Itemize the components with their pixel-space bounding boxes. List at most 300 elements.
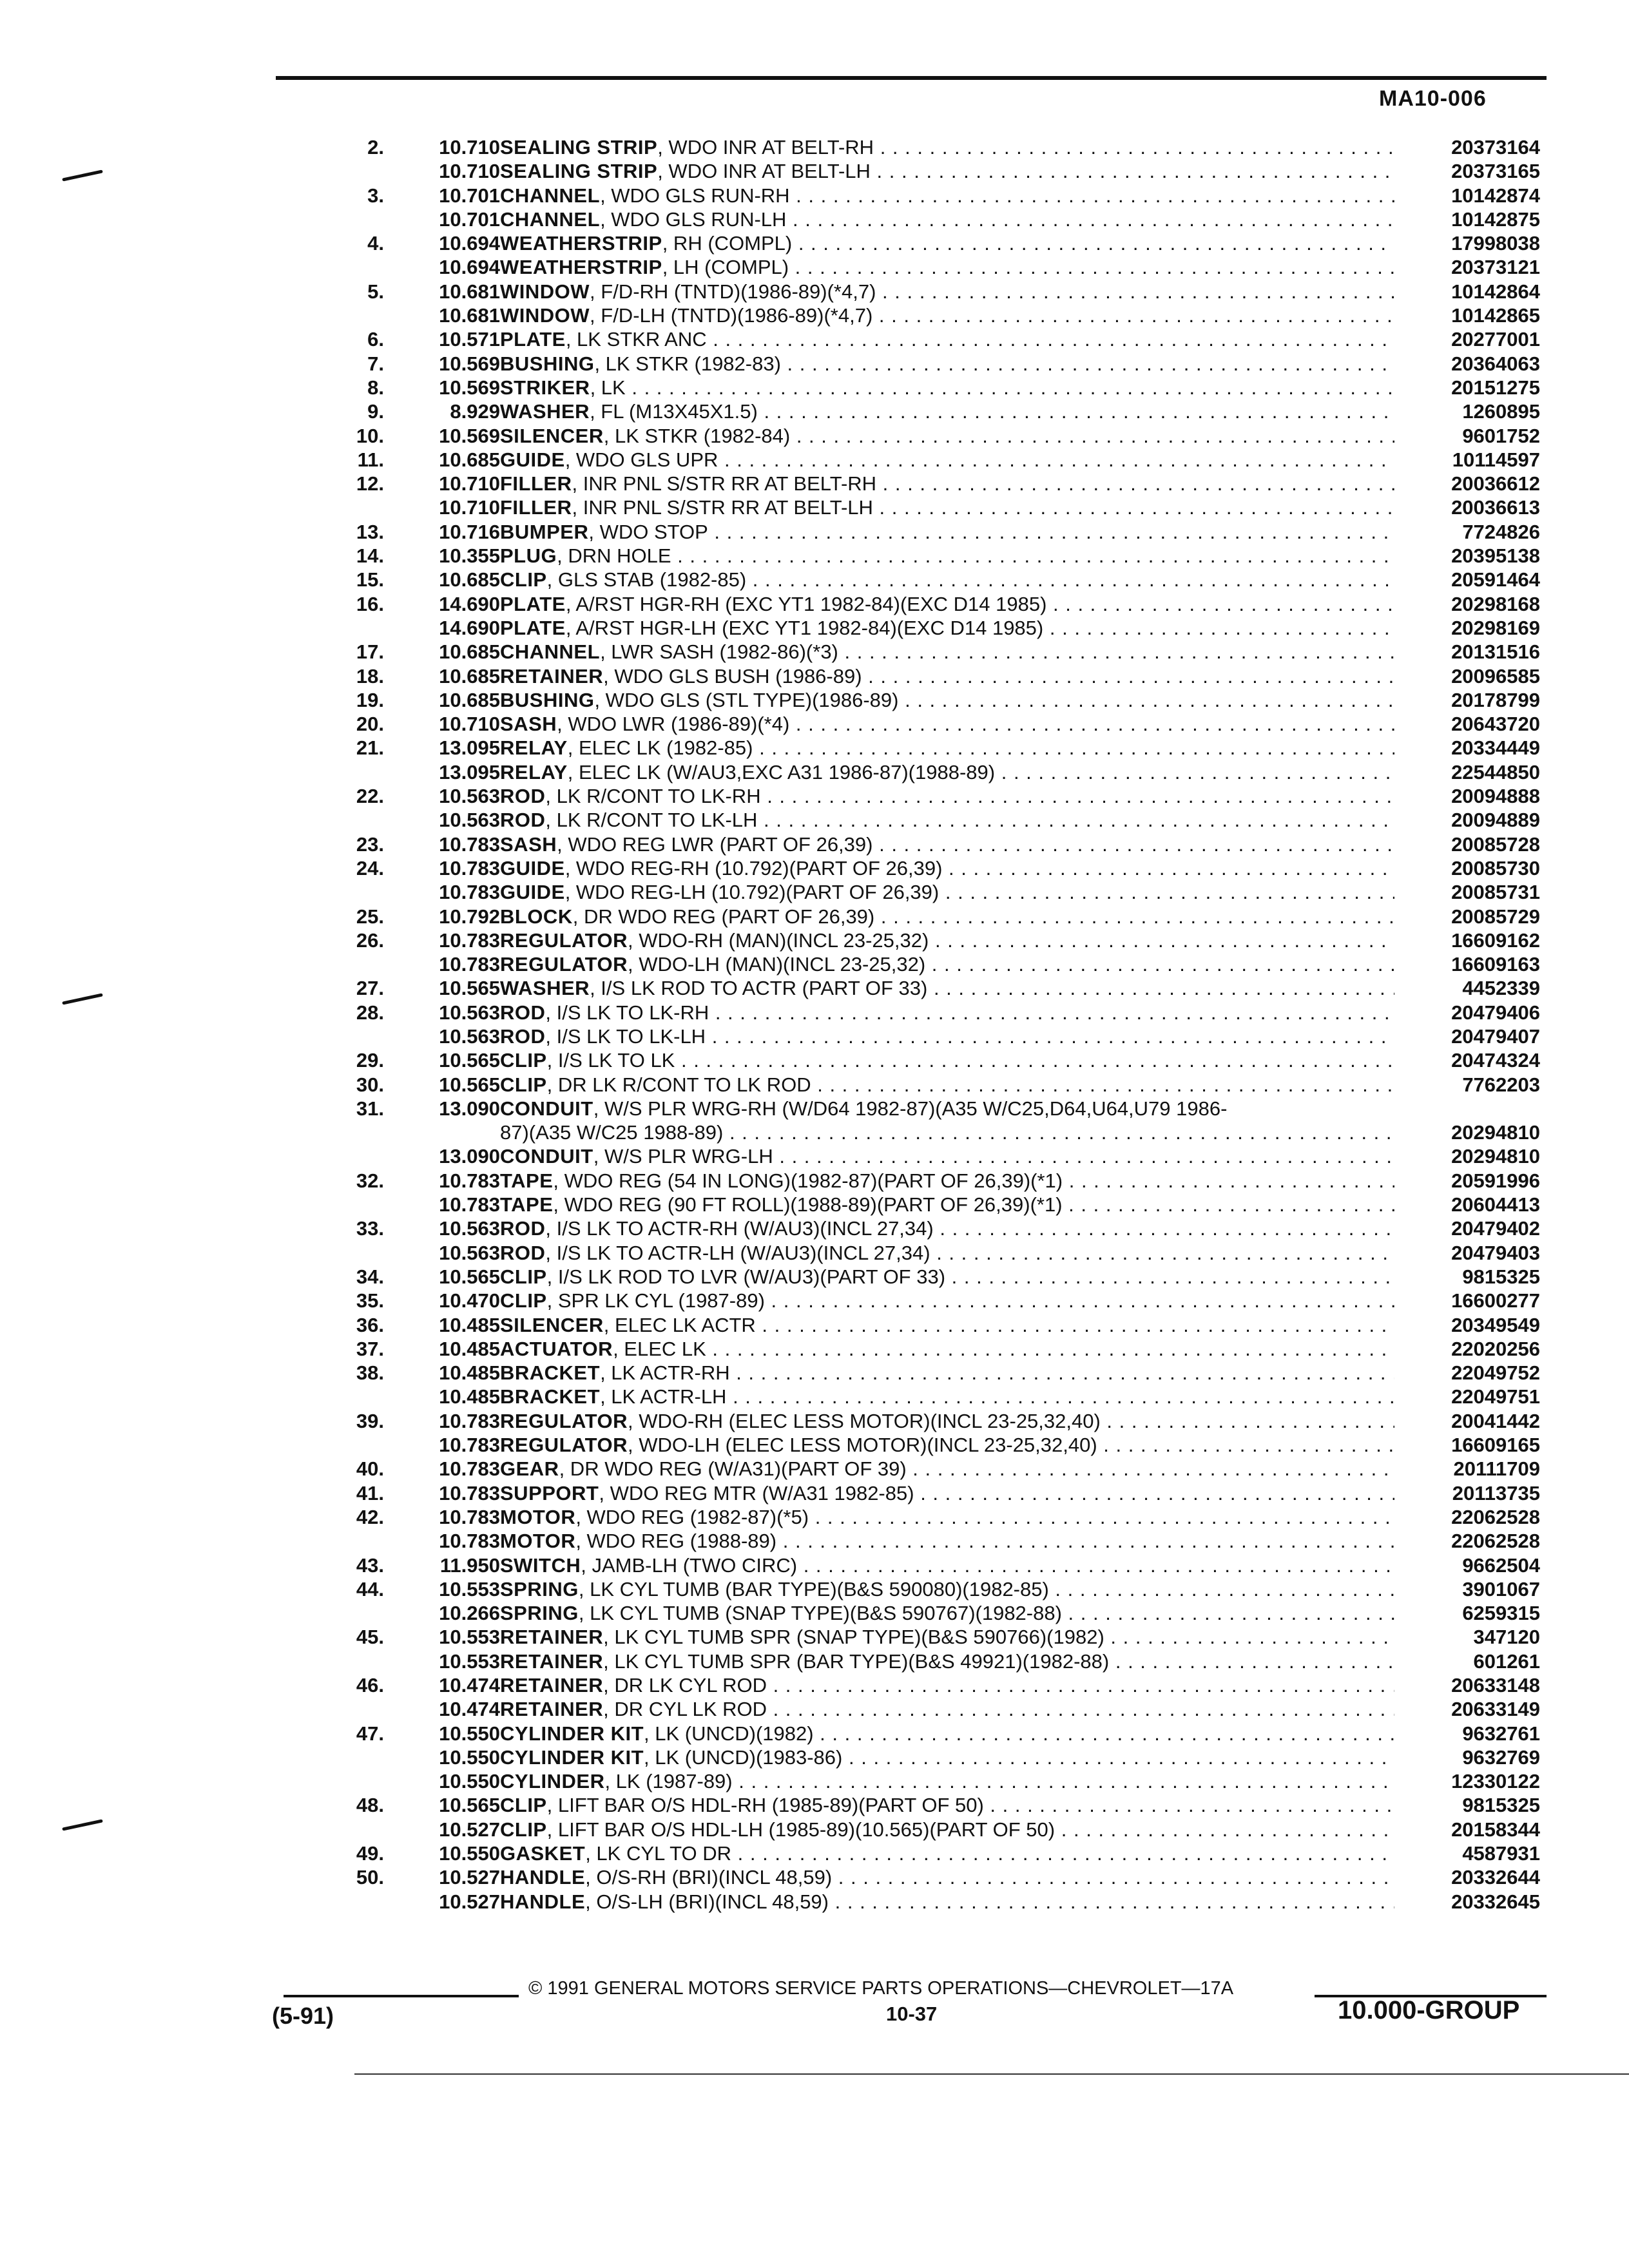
part-detail: , LK (1987-89) <box>604 1770 733 1793</box>
group-label: 10.000-GROUP <box>1338 1996 1520 2024</box>
part-name: ROD <box>500 1024 546 1048</box>
part-name: CLIP <box>500 1794 547 1817</box>
part-detail: , I/S LK TO ACTR-LH (W/AU3)(INCL 27,34) <box>545 1241 930 1264</box>
part-number: 20591996 <box>1451 1169 1540 1192</box>
part-number: 20178799 <box>1451 688 1540 711</box>
part-number: 20158344 <box>1451 1818 1540 1841</box>
part-name: ROD <box>500 1001 546 1024</box>
group-number: 10.783 <box>439 1457 500 1481</box>
part-name: PLATE <box>500 616 566 639</box>
item-number: 16. <box>356 592 384 615</box>
group-number: 10.474 <box>439 1674 500 1696</box>
part-row <box>322 1193 1540 1216</box>
part-description <box>500 352 1394 376</box>
group-number: 10.527 <box>439 1866 500 1889</box>
item-number: 9. <box>367 400 384 423</box>
part-number: 20373165 <box>1451 160 1540 183</box>
group-number: 13.095 <box>439 736 500 760</box>
part-name: WEATHERSTRIP <box>500 232 662 255</box>
item-number: 47. <box>356 1722 384 1745</box>
group-number: 10.485 <box>439 1337 500 1360</box>
part-description <box>500 1385 1394 1408</box>
part-detail: , LK R/CONT TO LK-LH <box>545 809 758 832</box>
part-row <box>322 1241 1540 1265</box>
part-name: BUMPER <box>500 520 589 543</box>
part-description <box>500 1745 1394 1769</box>
part-name: CLIP <box>500 1049 547 1072</box>
part-name: CONDUIT <box>500 1097 593 1120</box>
item-number: 17. <box>356 640 384 664</box>
group-number: 14.690 <box>439 616 500 639</box>
part-name: RELAY <box>500 760 568 783</box>
part-description <box>500 784 1394 808</box>
item-number: 40. <box>356 1457 384 1481</box>
date-code: (5-91) <box>272 2003 334 2029</box>
part-detail: , WDO-RH (ELEC LESS MOTOR)(INCL 23-25,32,40) <box>627 1409 1101 1432</box>
item-number: 20. <box>356 713 384 736</box>
part-name: CYLINDER <box>500 1770 605 1793</box>
part-number: 20479406 <box>1451 1001 1540 1024</box>
part-row <box>322 1457 1540 1481</box>
group-number: 10.685 <box>439 568 500 591</box>
part-detail: , A/RST HGR-RH (EXC YT1 1982-84)(EXC D14 1985) <box>565 592 1047 615</box>
part-description <box>500 616 1394 640</box>
part-description <box>500 1337 1394 1361</box>
part-detail: , WDO REG-LH (10.792)(PART OF 26,39) <box>564 881 940 904</box>
part-number: 347120 <box>1473 1626 1540 1649</box>
part-number: 7724826 <box>1462 520 1540 543</box>
group-number: 10.355 <box>439 544 500 568</box>
part-number: 20085728 <box>1451 832 1540 856</box>
group-number: 10.485 <box>439 1361 500 1385</box>
item-number: 48. <box>356 1794 384 1817</box>
group-number: 10.569 <box>439 376 500 399</box>
part-description <box>500 1769 1394 1793</box>
part-number: 9815325 <box>1462 1794 1540 1817</box>
group-number: 10.563 <box>439 1241 500 1264</box>
part-number: 10142875 <box>1451 207 1540 231</box>
group-number: 10.783 <box>439 1530 500 1553</box>
part-description <box>500 472 1394 495</box>
part-row <box>322 495 1540 519</box>
group-number: 10.565 <box>439 1794 500 1817</box>
part-description <box>500 1409 1394 1433</box>
part-detail: , LK ACTR-LH <box>600 1385 727 1408</box>
part-number: 20298169 <box>1451 616 1540 639</box>
part-name: GUIDE <box>500 448 565 471</box>
part-description <box>500 1073 1394 1097</box>
item-number: 42. <box>356 1505 384 1528</box>
part-description <box>500 856 1394 880</box>
item-number: 11. <box>357 448 384 471</box>
part-number: 22062528 <box>1451 1505 1540 1528</box>
group-number: 10.470 <box>439 1289 500 1312</box>
part-detail: , LK ACTR-RH <box>600 1361 730 1385</box>
group-number: 10.563 <box>439 1217 500 1240</box>
part-name: GEAR <box>500 1457 559 1481</box>
part-row <box>322 832 1540 856</box>
part-row <box>322 976 1540 1000</box>
part-row <box>322 1890 1540 1914</box>
part-name: PLUG <box>500 544 557 568</box>
part-description <box>500 1216 1394 1240</box>
part-name: SUPPORT <box>500 1481 599 1504</box>
part-name: CONDUIT <box>500 1145 593 1168</box>
part-number: 4587931 <box>1462 1842 1540 1865</box>
part-description <box>500 1457 1394 1481</box>
part-row <box>322 280 1540 303</box>
part-description <box>500 1024 1394 1048</box>
part-name: SEALING STRIP <box>500 136 658 159</box>
part-description <box>500 1169 1394 1193</box>
item-number: 49. <box>356 1842 384 1865</box>
group-number: 10.550 <box>439 1842 500 1865</box>
part-number: 9662504 <box>1462 1553 1540 1577</box>
part-description <box>500 1722 1394 1745</box>
group-number: 10.701 <box>439 207 500 231</box>
part-name: BUSHING <box>500 352 595 375</box>
part-number: 20591464 <box>1451 568 1540 591</box>
part-name: SASH <box>500 713 557 736</box>
part-description <box>500 1697 1394 1721</box>
part-detail: , INR PNL S/STR RR AT BELT-LH <box>572 496 873 519</box>
item-number: 35. <box>356 1289 384 1312</box>
part-row <box>322 1097 1540 1120</box>
part-number: 9815325 <box>1462 1265 1540 1288</box>
part-row <box>322 592 1540 616</box>
group-number: 10.710 <box>439 472 500 495</box>
group-number: 10.485 <box>439 1385 500 1408</box>
group-number: 10.783 <box>439 881 500 904</box>
part-row <box>322 231 1540 255</box>
part-row <box>322 712 1540 736</box>
group-number: 10.783 <box>439 1409 500 1432</box>
part-description <box>500 1289 1394 1312</box>
group-number: 10.685 <box>439 640 500 664</box>
part-detail: , WDO REG (90 FT ROLL)(1988-89)(PART OF 26,39)(*1) <box>553 1193 1063 1216</box>
part-description <box>500 952 1394 976</box>
part-detail: , I/S LK TO ACTR-RH (W/AU3)(INCL 27,34) <box>545 1217 934 1240</box>
part-row <box>322 1144 1540 1168</box>
part-description <box>500 976 1394 1000</box>
part-row <box>322 1601 1540 1625</box>
part-description <box>500 640 1394 664</box>
part-detail: , LK STKR ANC <box>565 328 707 351</box>
part-description <box>500 1625 1394 1649</box>
part-row <box>322 928 1540 952</box>
part-number: 20479402 <box>1451 1217 1540 1240</box>
part-detail: , WDO REG (1982-87)(*5) <box>575 1505 809 1528</box>
part-number: 20277001 <box>1451 328 1540 351</box>
part-detail: , ELEC LK <box>613 1337 706 1360</box>
part-number: 10142864 <box>1451 280 1540 303</box>
part-detail: , LH (COMPL) <box>662 256 789 279</box>
part-description <box>500 424 1394 448</box>
group-number: 10.710 <box>439 713 500 736</box>
part-row <box>322 688 1540 712</box>
bottom-rule <box>354 2073 1629 2075</box>
part-description <box>500 736 1394 760</box>
part-number: 20036612 <box>1451 472 1540 495</box>
part-name: WINDOW <box>500 280 590 303</box>
part-detail: , DR LK CYL ROD <box>603 1674 767 1696</box>
part-name: CLIP <box>500 1073 547 1096</box>
part-name: CLIP <box>500 1289 547 1312</box>
part-description <box>500 448 1394 472</box>
part-row <box>322 399 1540 423</box>
part-name: CLIP <box>500 1818 547 1841</box>
part-number: 20474324 <box>1451 1049 1540 1072</box>
group-number: 10.553 <box>439 1649 500 1673</box>
part-number: 20294810 <box>1451 1121 1540 1144</box>
part-number: 22062528 <box>1451 1530 1540 1553</box>
part-number: 20633148 <box>1451 1674 1540 1696</box>
page-code: MA10-006 <box>1379 86 1487 111</box>
group-number: 10.550 <box>439 1722 500 1745</box>
part-description <box>500 184 1394 207</box>
part-row <box>322 207 1540 231</box>
part-number: 20041442 <box>1451 1409 1540 1432</box>
item-number: 10. <box>356 424 384 447</box>
part-number: 20094888 <box>1451 785 1540 808</box>
part-description <box>500 1048 1394 1072</box>
part-description <box>500 880 1394 904</box>
item-number: 14. <box>356 544 384 568</box>
part-number: 20131516 <box>1451 640 1540 664</box>
part-name: CLIP <box>500 1265 547 1288</box>
part-detail: , I/S LK ROD TO LVR (W/AU3)(PART OF 33) <box>546 1265 946 1288</box>
part-number: 20151275 <box>1451 376 1540 399</box>
part-detail: , WDO GLS BUSH (1986-89) <box>603 664 862 687</box>
part-detail: , LK (UNCD)(1983-86) <box>644 1745 843 1769</box>
part-description <box>500 255 1394 279</box>
part-row <box>322 664 1540 688</box>
part-row <box>322 1120 1540 1144</box>
part-detail: , RH (COMPL) <box>662 232 793 255</box>
part-row <box>322 135 1540 159</box>
part-name: REGULATOR <box>500 953 628 976</box>
item-number: 2. <box>367 136 384 159</box>
part-row <box>322 1361 1540 1385</box>
part-number: 9601752 <box>1462 424 1540 447</box>
part-description <box>500 1865 1394 1889</box>
part-detail: , WDO GLS RUN-LH <box>600 207 787 231</box>
part-name: WEATHERSTRIP <box>500 256 662 279</box>
part-row <box>322 1073 1540 1097</box>
item-number: 45. <box>356 1626 384 1649</box>
part-description <box>500 1577 1394 1601</box>
part-row <box>322 1265 1540 1289</box>
part-detail: , JAMB-LH (TWO CIRC) <box>581 1553 798 1577</box>
part-row <box>322 1337 1540 1361</box>
part-description <box>500 1120 1394 1144</box>
part-row <box>322 808 1540 832</box>
part-detail: , DR LK R/CONT TO LK ROD <box>546 1073 811 1096</box>
part-name: TAPE <box>500 1169 554 1192</box>
part-detail: , WDO INR AT BELT-RH <box>657 136 874 159</box>
part-name: REGULATOR <box>500 1409 628 1432</box>
part-description <box>500 303 1394 327</box>
part-description <box>500 1481 1394 1505</box>
part-number: 20332645 <box>1451 1890 1540 1913</box>
part-detail: 87)(A35 W/C25 1988-89) <box>500 1121 724 1144</box>
part-number: 16609163 <box>1451 953 1540 976</box>
part-name: FILLER <box>500 472 572 495</box>
part-name: HANDLE <box>500 1890 586 1913</box>
part-detail: , WDO-LH (ELEC LESS MOTOR)(INCL 23-25,32,40) <box>627 1434 1097 1457</box>
part-number: 7762203 <box>1462 1073 1540 1096</box>
part-name: REGULATOR <box>500 1434 628 1457</box>
part-description <box>500 159 1394 183</box>
part-name: SILENCER <box>500 424 604 447</box>
part-description <box>500 1818 1394 1841</box>
item-number: 25. <box>356 905 384 928</box>
part-name: CYLINDER KIT <box>500 1745 644 1769</box>
group-number: 10.710 <box>439 160 500 183</box>
part-number: 9632761 <box>1462 1722 1540 1745</box>
group-number: 8.929 <box>450 400 500 423</box>
item-number: 29. <box>356 1049 384 1072</box>
part-detail: , O/S-LH (BRI)(INCL 48,59) <box>585 1890 829 1913</box>
part-detail: , I/S LK TO LK <box>546 1049 675 1072</box>
part-detail: , O/S-RH (BRI)(INCL 48,59) <box>585 1866 833 1889</box>
part-row <box>322 352 1540 376</box>
item-number: 28. <box>356 1001 384 1024</box>
part-row <box>322 1529 1540 1553</box>
group-number: 10.563 <box>439 1001 500 1024</box>
item-number: 44. <box>356 1577 384 1600</box>
part-name: ROD <box>500 1217 546 1240</box>
part-detail: , LK CYL TUMB SPR (BAR TYPE)(B&S 49921)(1982-88) <box>603 1649 1110 1673</box>
item-number: 39. <box>356 1409 384 1432</box>
part-row <box>322 1649 1540 1673</box>
part-name: MOTOR <box>500 1530 576 1553</box>
part-detail: , LK STKR (1982-84) <box>603 424 791 447</box>
part-detail: , GLS STAB (1982-85) <box>546 568 747 591</box>
parts-list <box>322 135 1540 1914</box>
part-detail: , WDO REG LWR (PART OF 26,39) <box>557 832 873 856</box>
part-row <box>322 1048 1540 1072</box>
part-number: 17998038 <box>1451 232 1540 255</box>
group-number: 10.710 <box>439 496 500 519</box>
item-number: 24. <box>356 856 384 879</box>
part-number: 20096585 <box>1451 664 1540 687</box>
part-description <box>500 1505 1394 1529</box>
part-detail: , LIFT BAR O/S HDL-RH (1985-89)(PART OF 50) <box>546 1794 984 1817</box>
group-number: 10.563 <box>439 1024 500 1048</box>
part-description <box>500 280 1394 303</box>
part-detail: , A/RST HGR-LH (EXC YT1 1982-84)(EXC D14 1985) <box>565 616 1044 639</box>
item-number: 5. <box>367 280 384 303</box>
part-row <box>322 905 1540 928</box>
item-number: 27. <box>356 977 384 1000</box>
part-detail: , WDO LWR (1986-89)(*4) <box>557 713 790 736</box>
group-number: 10.694 <box>439 256 500 279</box>
part-number: 10114597 <box>1452 448 1540 471</box>
part-number: 20113735 <box>1452 1481 1540 1504</box>
group-number: 10.563 <box>439 785 500 808</box>
item-number: 31. <box>356 1097 384 1120</box>
group-number: 10.685 <box>439 448 500 471</box>
part-row <box>322 1841 1540 1865</box>
part-number: 20395138 <box>1451 544 1540 568</box>
part-description <box>500 1433 1394 1457</box>
part-row <box>322 1409 1540 1433</box>
part-name: RELAY <box>500 736 568 760</box>
part-description <box>500 1890 1394 1914</box>
part-row <box>322 1553 1540 1577</box>
part-description <box>500 327 1394 351</box>
group-number: 10.701 <box>439 184 500 207</box>
group-number: 10.783 <box>439 928 500 952</box>
item-number: 43. <box>356 1553 384 1577</box>
part-name: BRACKET <box>500 1385 601 1408</box>
part-name: RETAINER <box>500 664 604 687</box>
part-detail: , WDO REG MTR (W/A31 1982-85) <box>599 1481 914 1504</box>
part-detail: , WDO REG (54 IN LONG)(1982-87)(PART OF 26,39)(*1) <box>553 1169 1063 1192</box>
part-row <box>322 784 1540 808</box>
part-name: CHANNEL <box>500 640 601 664</box>
part-row <box>322 1673 1540 1697</box>
part-row <box>322 376 1540 399</box>
item-number: 8. <box>367 376 384 399</box>
part-detail: , WDO GLS RUN-RH <box>600 184 790 207</box>
part-name: SWITCH <box>500 1553 581 1577</box>
part-detail: , INR PNL S/STR RR AT BELT-RH <box>572 472 877 495</box>
part-number: 1260895 <box>1462 400 1540 423</box>
part-number: 20332644 <box>1451 1866 1540 1889</box>
item-number: 15. <box>356 568 384 591</box>
part-name: RETAINER <box>500 1698 604 1721</box>
group-number: 13.090 <box>439 1145 500 1168</box>
part-row <box>322 1289 1540 1312</box>
part-row <box>322 1769 1540 1793</box>
part-row <box>322 184 1540 207</box>
part-row <box>322 1505 1540 1529</box>
part-number: 20604413 <box>1451 1193 1540 1216</box>
part-name: ROD <box>500 785 546 808</box>
group-number: 10.681 <box>439 304 500 327</box>
part-detail: , LK <box>590 376 626 399</box>
group-number: 10.527 <box>439 1818 500 1841</box>
part-detail: , LK STKR (1982-83) <box>594 352 781 375</box>
part-name: SPRING <box>500 1577 579 1600</box>
part-name: BLOCK <box>500 905 573 928</box>
part-row <box>322 640 1540 664</box>
part-number: 20298168 <box>1451 592 1540 615</box>
item-number: 37. <box>356 1337 384 1360</box>
part-description <box>500 207 1394 231</box>
part-row <box>322 472 1540 495</box>
margin-mark <box>62 169 103 181</box>
part-detail: , F/D-LH (TNTD)(1986-89)(*4,7) <box>590 304 873 327</box>
part-name: RETAINER <box>500 1674 604 1696</box>
group-number: 10.694 <box>439 232 500 255</box>
group-number: 10.527 <box>439 1890 500 1913</box>
part-detail: , LK CYL TUMB (SNAP TYPE)(B&S 590767)(1982-88) <box>578 1602 1062 1625</box>
part-row <box>322 1385 1540 1408</box>
item-number: 34. <box>356 1265 384 1288</box>
part-description <box>500 520 1394 544</box>
part-description <box>500 1553 1394 1577</box>
part-row <box>322 1216 1540 1240</box>
group-number: 10.563 <box>439 809 500 832</box>
part-detail: , LK CYL TUMB SPR (SNAP TYPE)(B&S 590766)(1982) <box>603 1626 1104 1649</box>
part-detail: , LIFT BAR O/S HDL-LH (1985-89)(10.565)(PART OF 50) <box>546 1818 1055 1841</box>
part-name: HANDLE <box>500 1866 586 1889</box>
part-description <box>500 664 1394 688</box>
part-detail: , WDO GLS UPR <box>564 448 718 471</box>
